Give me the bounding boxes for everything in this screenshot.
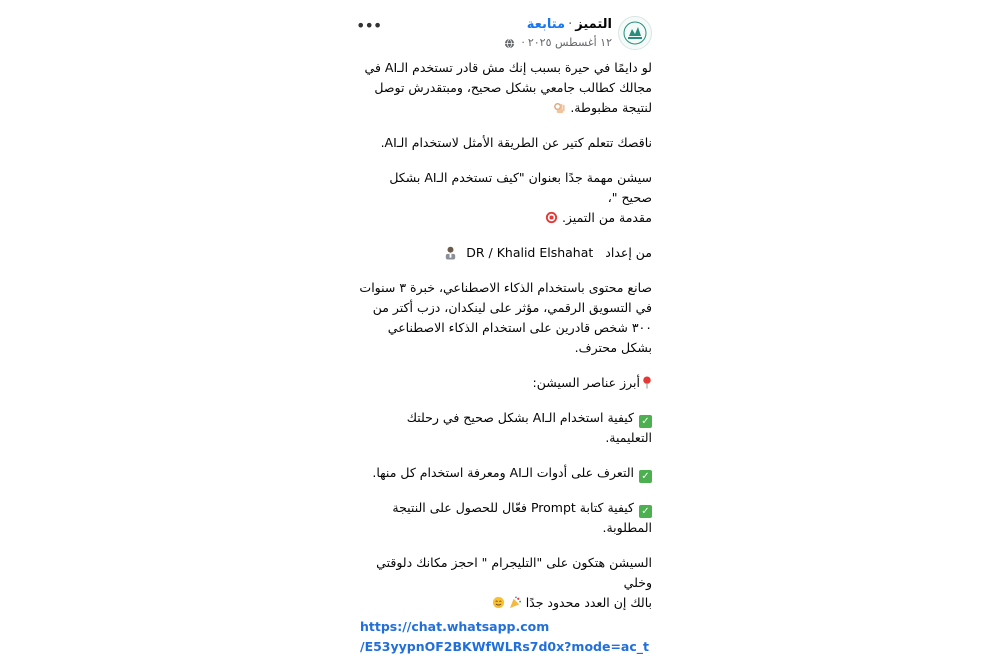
highlight-item-text: كيفية استخدام الـAI بشكل صحيح في رحلتك التعليمية. (406, 410, 652, 445)
check-mark-icon: ✓ (639, 415, 652, 428)
page-name[interactable]: التميز (575, 17, 612, 32)
author-prefix: من إعداد (605, 245, 652, 260)
post-paragraph-author (358, 243, 652, 263)
highlight-item (358, 463, 652, 483)
post-paragraph-need (358, 133, 652, 153)
closing-text-line2: بالك إن العدد محدود جدًا (525, 595, 652, 610)
post-paragraph-closing (358, 553, 652, 613)
post-meta (504, 36, 612, 50)
session-title-text: سيشن مهمة جدًا بعنوان "كيف تستخدم الـAI بشكل صحيح "، (389, 170, 652, 205)
follow-button[interactable]: متابعة (526, 17, 566, 32)
highlight-item-text: كيفية كتابة Prompt فعّال للحصول على النتيجة المطلوبة. (392, 500, 652, 535)
post-paragraph-highlights (358, 373, 652, 393)
post-body (358, 58, 652, 657)
party-popper-icon (509, 596, 522, 609)
author-name: DR / Khalid Elshahat (466, 245, 594, 260)
highlights-title: أبرز عناصر السيشن: (532, 375, 640, 390)
smiling-face-icon (492, 596, 505, 609)
pin-icon (642, 376, 652, 389)
session-presenter-text: مقدمة من التميز. (561, 210, 652, 225)
highlight-item (358, 498, 652, 538)
page-avatar[interactable] (618, 16, 652, 50)
whatsapp-link[interactable] (360, 617, 652, 657)
ok-hand-icon (553, 101, 566, 114)
whatsapp-link-line1[interactable]: https://chat.whatsapp.com (360, 619, 550, 634)
post-paragraph-bio (358, 278, 652, 358)
post-paragraph-intro (358, 58, 652, 118)
post-header (354, 16, 652, 56)
globe-icon (504, 38, 515, 49)
whatsapp-link-line2[interactable]: /E53yypnOF2BKWfWLRs7d0x?mode=ac_t (360, 639, 650, 654)
person-icon (443, 245, 458, 260)
meta-separator-dot: · (521, 36, 525, 49)
post-paragraph-session (358, 168, 652, 228)
separator-dot: · (568, 17, 573, 32)
facebook-post (354, 0, 658, 654)
intro-text: لو دايمًا في حيرة بسبب إنك مش قادر تستخدم الـAI في مجالك كطالب جامعي بشكل صحيح، ومبتقدرش توصل لنتيجة مظبوطة. (364, 60, 652, 115)
check-mark-icon: ✓ (639, 470, 652, 483)
highlight-item-text: التعرف على أدوات الـAI ومعرفة استخدام كل منها. (372, 465, 634, 480)
need-text: ناقصك تتعلم كتير عن الطريقة الأمثل لاستخدام الـAI. (380, 135, 652, 150)
author-bio-text: صانع محتوى باستخدام الذكاء الاصطناعي، خبرة ٣ سنوات في التسويق الرقمي، مؤثر على لينكدان، دزب أكتر من ٣٠٠ شخص قادرين على استخدام الذكاء الاصطناعي بشكل محترف. (359, 280, 652, 355)
post-author-line (527, 16, 612, 33)
more-options-icon[interactable]: ••• (356, 16, 382, 35)
check-mark-icon: ✓ (639, 505, 652, 518)
closing-text-line1: السيشن هتكون على "التليجرام " احجز مكانك دلوقتي وخلي (376, 555, 652, 590)
post-date[interactable]: ١٢ أغسطس ٢٠٢٥ (527, 36, 612, 49)
highlight-item (358, 408, 652, 448)
target-icon (545, 211, 558, 224)
